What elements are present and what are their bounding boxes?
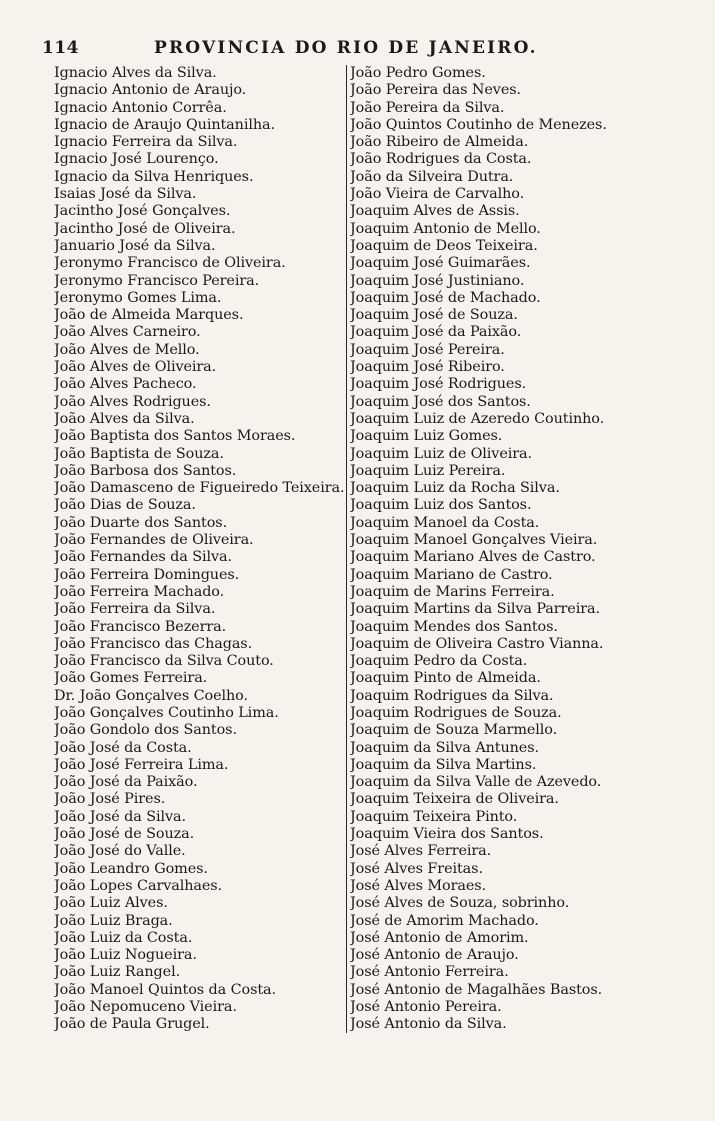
name-entry: João Alves Rodrigues.: [54, 393, 211, 410]
name-entry: José Alves Moraes.: [350, 877, 487, 894]
name-entry: José Antonio de Amorim.: [350, 929, 529, 946]
name-entry: Ignacio José Lourenço.: [54, 151, 219, 168]
name-entry: João Quintos Coutinho de Menezes.: [350, 116, 607, 133]
name-entry: Januario José da Silva.: [54, 237, 216, 254]
name-entry: Joaquim José Justiniano.: [350, 272, 525, 289]
name-entry: João Pereira da Silva.: [350, 99, 505, 116]
name-entry: Joaquim Luiz da Rocha Silva.: [350, 480, 560, 497]
name-entry: João Duarte dos Santos.: [54, 514, 228, 531]
name-entry: João Alves Pacheco.: [54, 376, 197, 393]
name-entry: João José Pires.: [54, 791, 166, 808]
name-entry: João Leandro Gomes.: [54, 860, 208, 877]
name-entry: João Francisco da Silva Couto.: [54, 653, 274, 670]
name-entry: Joaquim de Deos Teixeira.: [350, 237, 538, 254]
name-entry: João Gonçalves Coutinho Lima.: [54, 704, 279, 721]
name-entry: Joaquim Mariano Alves de Castro.: [350, 549, 596, 566]
name-entry: João Alves da Silva.: [54, 410, 195, 427]
name-entry: João Manoel Quintos da Costa.: [54, 981, 276, 998]
left-name-column: [54, 65, 344, 1034]
name-entry: Ignacio Antonio Corrêa.: [54, 99, 227, 116]
name-entry: João Pereira das Neves.: [350, 82, 521, 99]
name-entry: Joaquim da Silva Antunes.: [350, 739, 539, 756]
name-entry: Jeronymo Francisco de Oliveira.: [54, 255, 286, 272]
name-entry: Joaquim Luiz dos Santos.: [350, 497, 532, 514]
name-entry: João Luiz Alves.: [54, 895, 168, 912]
name-entry: João Dias de Souza.: [54, 497, 196, 514]
name-entry: João Nepomuceno Vieira.: [54, 999, 237, 1016]
name-entry: João Vieira de Carvalho.: [350, 186, 525, 203]
name-entry: José Antonio da Silva.: [350, 1016, 507, 1033]
name-entry: João Fernandes da Silva.: [54, 549, 232, 566]
name-entry: João de Almeida Marques.: [54, 307, 244, 324]
name-entry: Ignacio de Araujo Quintanilha.: [54, 116, 275, 133]
name-entry: João José da Paixão.: [54, 774, 198, 791]
name-entry: João Francisco das Chagas.: [54, 635, 253, 652]
name-entry: João José de Souza.: [54, 826, 195, 843]
name-entry: Joaquim Antonio de Mello.: [350, 220, 541, 237]
name-entry: João Luiz da Costa.: [54, 929, 193, 946]
name-entry: João da Silveira Dutra.: [350, 168, 514, 185]
name-entry: José Antonio de Magalhães Bastos.: [350, 981, 603, 998]
name-entry: Joaquim Alves de Assis.: [350, 203, 520, 220]
name-entry: João José da Costa.: [54, 739, 192, 756]
name-entry: Joaquim Rodrigues de Souza.: [350, 704, 562, 721]
name-entry: Joaquim José dos Santos.: [350, 393, 531, 410]
name-entry: João Damasceno de Figueiredo Teixeira.: [54, 480, 344, 497]
name-entry: Joaquim José Pereira.: [350, 341, 505, 358]
name-entry: Joaquim Teixeira de Oliveira.: [350, 791, 559, 808]
name-entry: Isaias José da Silva.: [54, 186, 197, 203]
name-entry: João Rodrigues da Costa.: [350, 151, 532, 168]
name-entry: Joaquim de Marins Ferreira.: [350, 583, 555, 600]
name-entry: João Baptista de Souza.: [54, 445, 224, 462]
name-entry: Dr. João Gonçalves Coelho.: [54, 687, 248, 704]
name-entry: Joaquim José de Machado.: [350, 289, 541, 306]
name-entry: João José da Silva.: [54, 808, 186, 825]
name-entry: Joaquim Mendes dos Santos.: [350, 618, 558, 635]
name-entry: João Alves de Oliveira.: [54, 359, 217, 376]
name-entry: João Alves Carneiro.: [54, 324, 201, 341]
name-entry: João Luiz Nogueira.: [54, 947, 197, 964]
name-entry: José Antonio Pereira.: [350, 999, 502, 1016]
name-entry: Ignacio Antonio de Araujo.: [54, 82, 247, 99]
running-title: PROVINCIA DO RIO DE JANEIRO.: [154, 38, 538, 58]
name-entry: João Pedro Gomes.: [350, 65, 486, 81]
name-entry: João Baptista dos Santos Moraes.: [54, 428, 296, 445]
name-entry: Joaquim José Ribeiro.: [350, 359, 505, 376]
page-header: [42, 38, 682, 62]
name-entry: João José Ferreira Lima.: [54, 756, 229, 773]
name-entry: Joaquim José Rodrigues.: [350, 376, 527, 393]
name-entry: João Barbosa dos Santos.: [54, 462, 237, 479]
name-entry: João Ferreira da Silva.: [54, 601, 216, 618]
name-entry: Joaquim Martins da Silva Parreira.: [350, 601, 600, 618]
name-entry: Joaquim Luiz Gomes.: [350, 428, 503, 445]
name-entry: José Alves Ferreira.: [350, 843, 492, 860]
name-entry: João Gomes Ferreira.: [54, 670, 208, 687]
name-entry: Joaquim Pedro da Costa.: [350, 653, 528, 670]
name-entry: João Gondolo dos Santos.: [54, 722, 237, 739]
right-name-column: [346, 65, 685, 1033]
name-entry: Joaquim José Guimarães.: [350, 255, 531, 272]
name-entry: José Alves de Souza, sobrinho.: [350, 895, 570, 912]
name-entry: João Fernandes de Oliveira.: [54, 532, 254, 549]
name-entry: Joaquim Pinto de Almeida.: [350, 670, 541, 687]
name-entry: Joaquim de Oliveira Castro Vianna.: [350, 635, 604, 652]
name-entry: João Alves de Mello.: [54, 341, 200, 358]
name-entry: Jacintho José de Oliveira.: [54, 220, 236, 237]
name-entry: João Ferreira Machado.: [54, 583, 225, 600]
name-entry: Joaquim da Silva Valle de Azevedo.: [350, 774, 602, 791]
name-entry: João Ribeiro de Almeida.: [350, 134, 529, 151]
name-entry: Joaquim Vieira dos Santos.: [350, 826, 544, 843]
name-entry: José Antonio de Araujo.: [350, 947, 519, 964]
name-entry: João Luiz Braga.: [54, 912, 173, 929]
name-entry: Joaquim José de Souza.: [350, 307, 518, 324]
name-entry: Joaquim da Silva Martins.: [350, 756, 537, 773]
name-entry: João Luiz Rangel.: [54, 964, 181, 981]
name-entry: Joaquim Luiz de Azeredo Coutinho.: [350, 410, 605, 427]
name-entry: Joaquim Rodrigues da Silva.: [350, 687, 554, 704]
name-entry: Joaquim de Souza Marmello.: [350, 722, 558, 739]
name-entry: Joaquim Manoel da Costa.: [350, 514, 540, 531]
name-entry: Joaquim José da Paixão.: [350, 324, 522, 341]
name-entry: João Ferreira Domingues.: [54, 566, 240, 583]
name-entry: Joaquim Luiz de Oliveira.: [350, 445, 532, 462]
name-entry: João José do Valle.: [54, 843, 186, 860]
name-entry: Ignacio Ferreira da Silva.: [54, 134, 238, 151]
name-entry: Jeronymo Gomes Lima.: [54, 289, 222, 306]
name-entry: Joaquim Manoel Gonçalves Vieira.: [350, 532, 598, 549]
name-entry: Ignacio da Silva Henriques.: [54, 168, 254, 185]
name-entry: João de Paula Grugel.: [54, 1016, 210, 1033]
name-entry: José Antonio Ferreira.: [350, 964, 509, 981]
name-entry: Ignacio Alves da Silva.: [54, 65, 217, 81]
name-entry: José de Amorim Machado.: [350, 912, 539, 929]
name-entry: João Francisco Bezerra.: [54, 618, 227, 635]
name-entry: Joaquim Mariano de Castro.: [350, 566, 553, 583]
name-entry: Jacintho José Gonçalves.: [54, 203, 231, 220]
name-entry: José Alves Freitas.: [350, 860, 483, 877]
page-number: 114: [42, 38, 79, 58]
name-entry: Joaquim Teixeira Pinto.: [350, 808, 518, 825]
name-entry: Joaquim Luiz Pereira.: [350, 462, 506, 479]
name-entry: João Lopes Carvalhaes.: [54, 877, 223, 894]
name-entry: Jeronymo Francisco Pereira.: [54, 272, 260, 289]
